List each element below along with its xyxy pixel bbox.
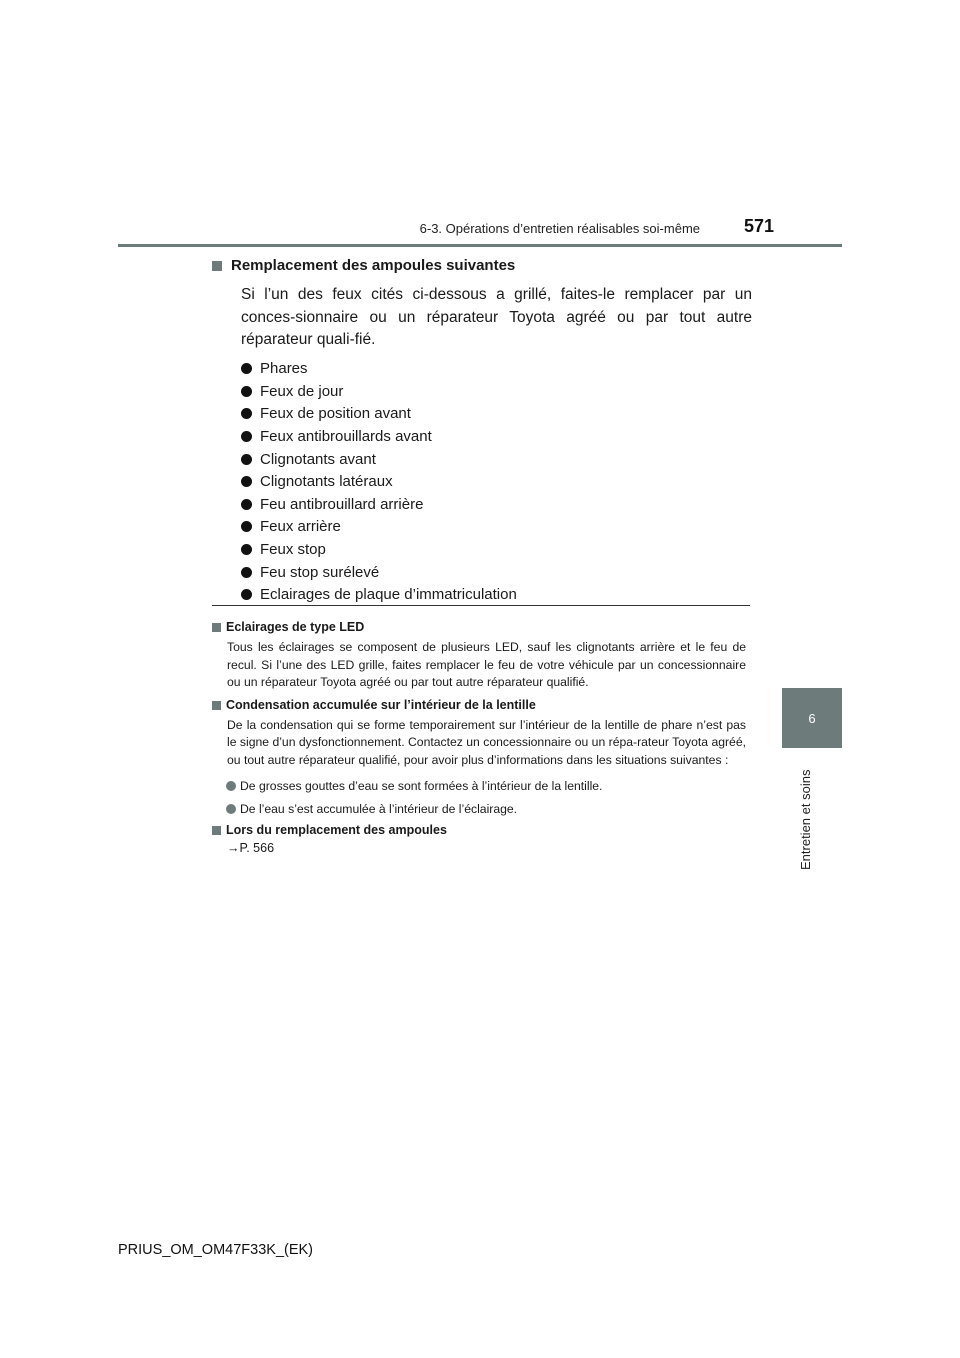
- chapter-label: Entretien et soins: [798, 769, 813, 870]
- bullet-dot-icon: [241, 567, 252, 578]
- bullet-dot-icon: [241, 363, 252, 374]
- note-heading-led: Eclairages de type LED: [212, 620, 746, 634]
- list-item: Feu stop surélevé: [241, 561, 752, 584]
- notes-divider: [212, 605, 750, 606]
- note-heading-replacement: Lors du remplacement des ampoules: [212, 823, 746, 837]
- square-bullet-icon: [212, 701, 221, 710]
- list-item: Clignotants latéraux: [241, 470, 752, 493]
- note-heading-condensation: Condensation accumulée sur l’intérieur de la lentille: [212, 698, 746, 712]
- page-reference: →P. 566: [227, 841, 275, 855]
- list-item: Feux de position avant: [241, 403, 752, 426]
- section-paragraph: Si l’un des feux cités ci-dessous a grillé, faites-le remplacer par un conces-sionnaire ou un réparateur Toyota agréé ou par tout autre réparateur quali-fié.: [241, 286, 752, 348]
- bullet-dot-icon: [226, 804, 236, 814]
- note-text-led: Tous les éclairages se composent de plusieurs LED, sauf les clignotants arrière et le feu de recul. Si l’une des LED grille, faites remplacer le feu de votre véhicule par un concessionnaire ou un réparateur Toyota agréé ou par tout autre réparateur qualifié.: [227, 640, 746, 689]
- bullet-dot-icon: [241, 521, 252, 532]
- section-heading: [212, 257, 752, 274]
- list-item: Feux antibrouillards avant: [241, 425, 752, 448]
- main-section: [212, 255, 752, 606]
- square-bullet-icon: [212, 826, 221, 835]
- note-text-condensation: De la condensation qui se forme temporairement sur l’intérieur de la lentille de phare n’est pas le signe d’un dysfonctionnement. Contactez un concessionnaire ou un répa-rateur Toyota agréé, ou tout autre réparateur qualifié, pour avoir plus d’informations dans les situations suivantes :: [227, 717, 746, 767]
- bullet-dot-icon: [241, 386, 252, 397]
- list-item: De l’eau s’est accumulée à l’intérieur de l’éclairage.: [226, 800, 746, 817]
- header-rule: [118, 244, 842, 247]
- list-item: Clignotants avant: [241, 448, 752, 471]
- list-item: Feux arrière: [241, 516, 752, 539]
- bullet-dot-icon: [226, 781, 236, 791]
- bullet-dot-icon: [241, 589, 252, 600]
- bullet-dot-icon: [241, 408, 252, 419]
- list-item: Feux stop: [241, 538, 752, 561]
- condensation-list: [226, 777, 746, 817]
- section-heading-text: Remplacement des ampoules suivantes: [231, 257, 516, 274]
- chapter-number: 6: [808, 710, 816, 726]
- list-item: Phares: [241, 358, 752, 381]
- list-item: De grosses gouttes d’eau se sont formées à l’intérieur de la lentille.: [226, 777, 746, 794]
- document-code: PRIUS_OM_OM47F33K_(EK): [118, 1242, 314, 1258]
- page-number: 571: [743, 216, 774, 236]
- bullet-dot-icon: [241, 499, 252, 510]
- bullet-dot-icon: [241, 544, 252, 555]
- chapter-tab: [782, 688, 842, 748]
- bullet-dot-icon: [241, 454, 252, 465]
- list-item: Feux de jour: [241, 380, 752, 403]
- header-section-title: 6-3. Opérations d’entretien réalisables soi-même: [419, 221, 700, 236]
- bulb-list: [241, 358, 752, 607]
- notes-section: [212, 614, 746, 855]
- square-bullet-icon: [212, 261, 222, 271]
- square-bullet-icon: [212, 623, 221, 632]
- bullet-dot-icon: [241, 431, 252, 442]
- list-item: Feu antibrouillard arrière: [241, 493, 752, 516]
- bullet-dot-icon: [241, 476, 252, 487]
- list-item: Eclairages de plaque d’immatriculation: [241, 583, 752, 606]
